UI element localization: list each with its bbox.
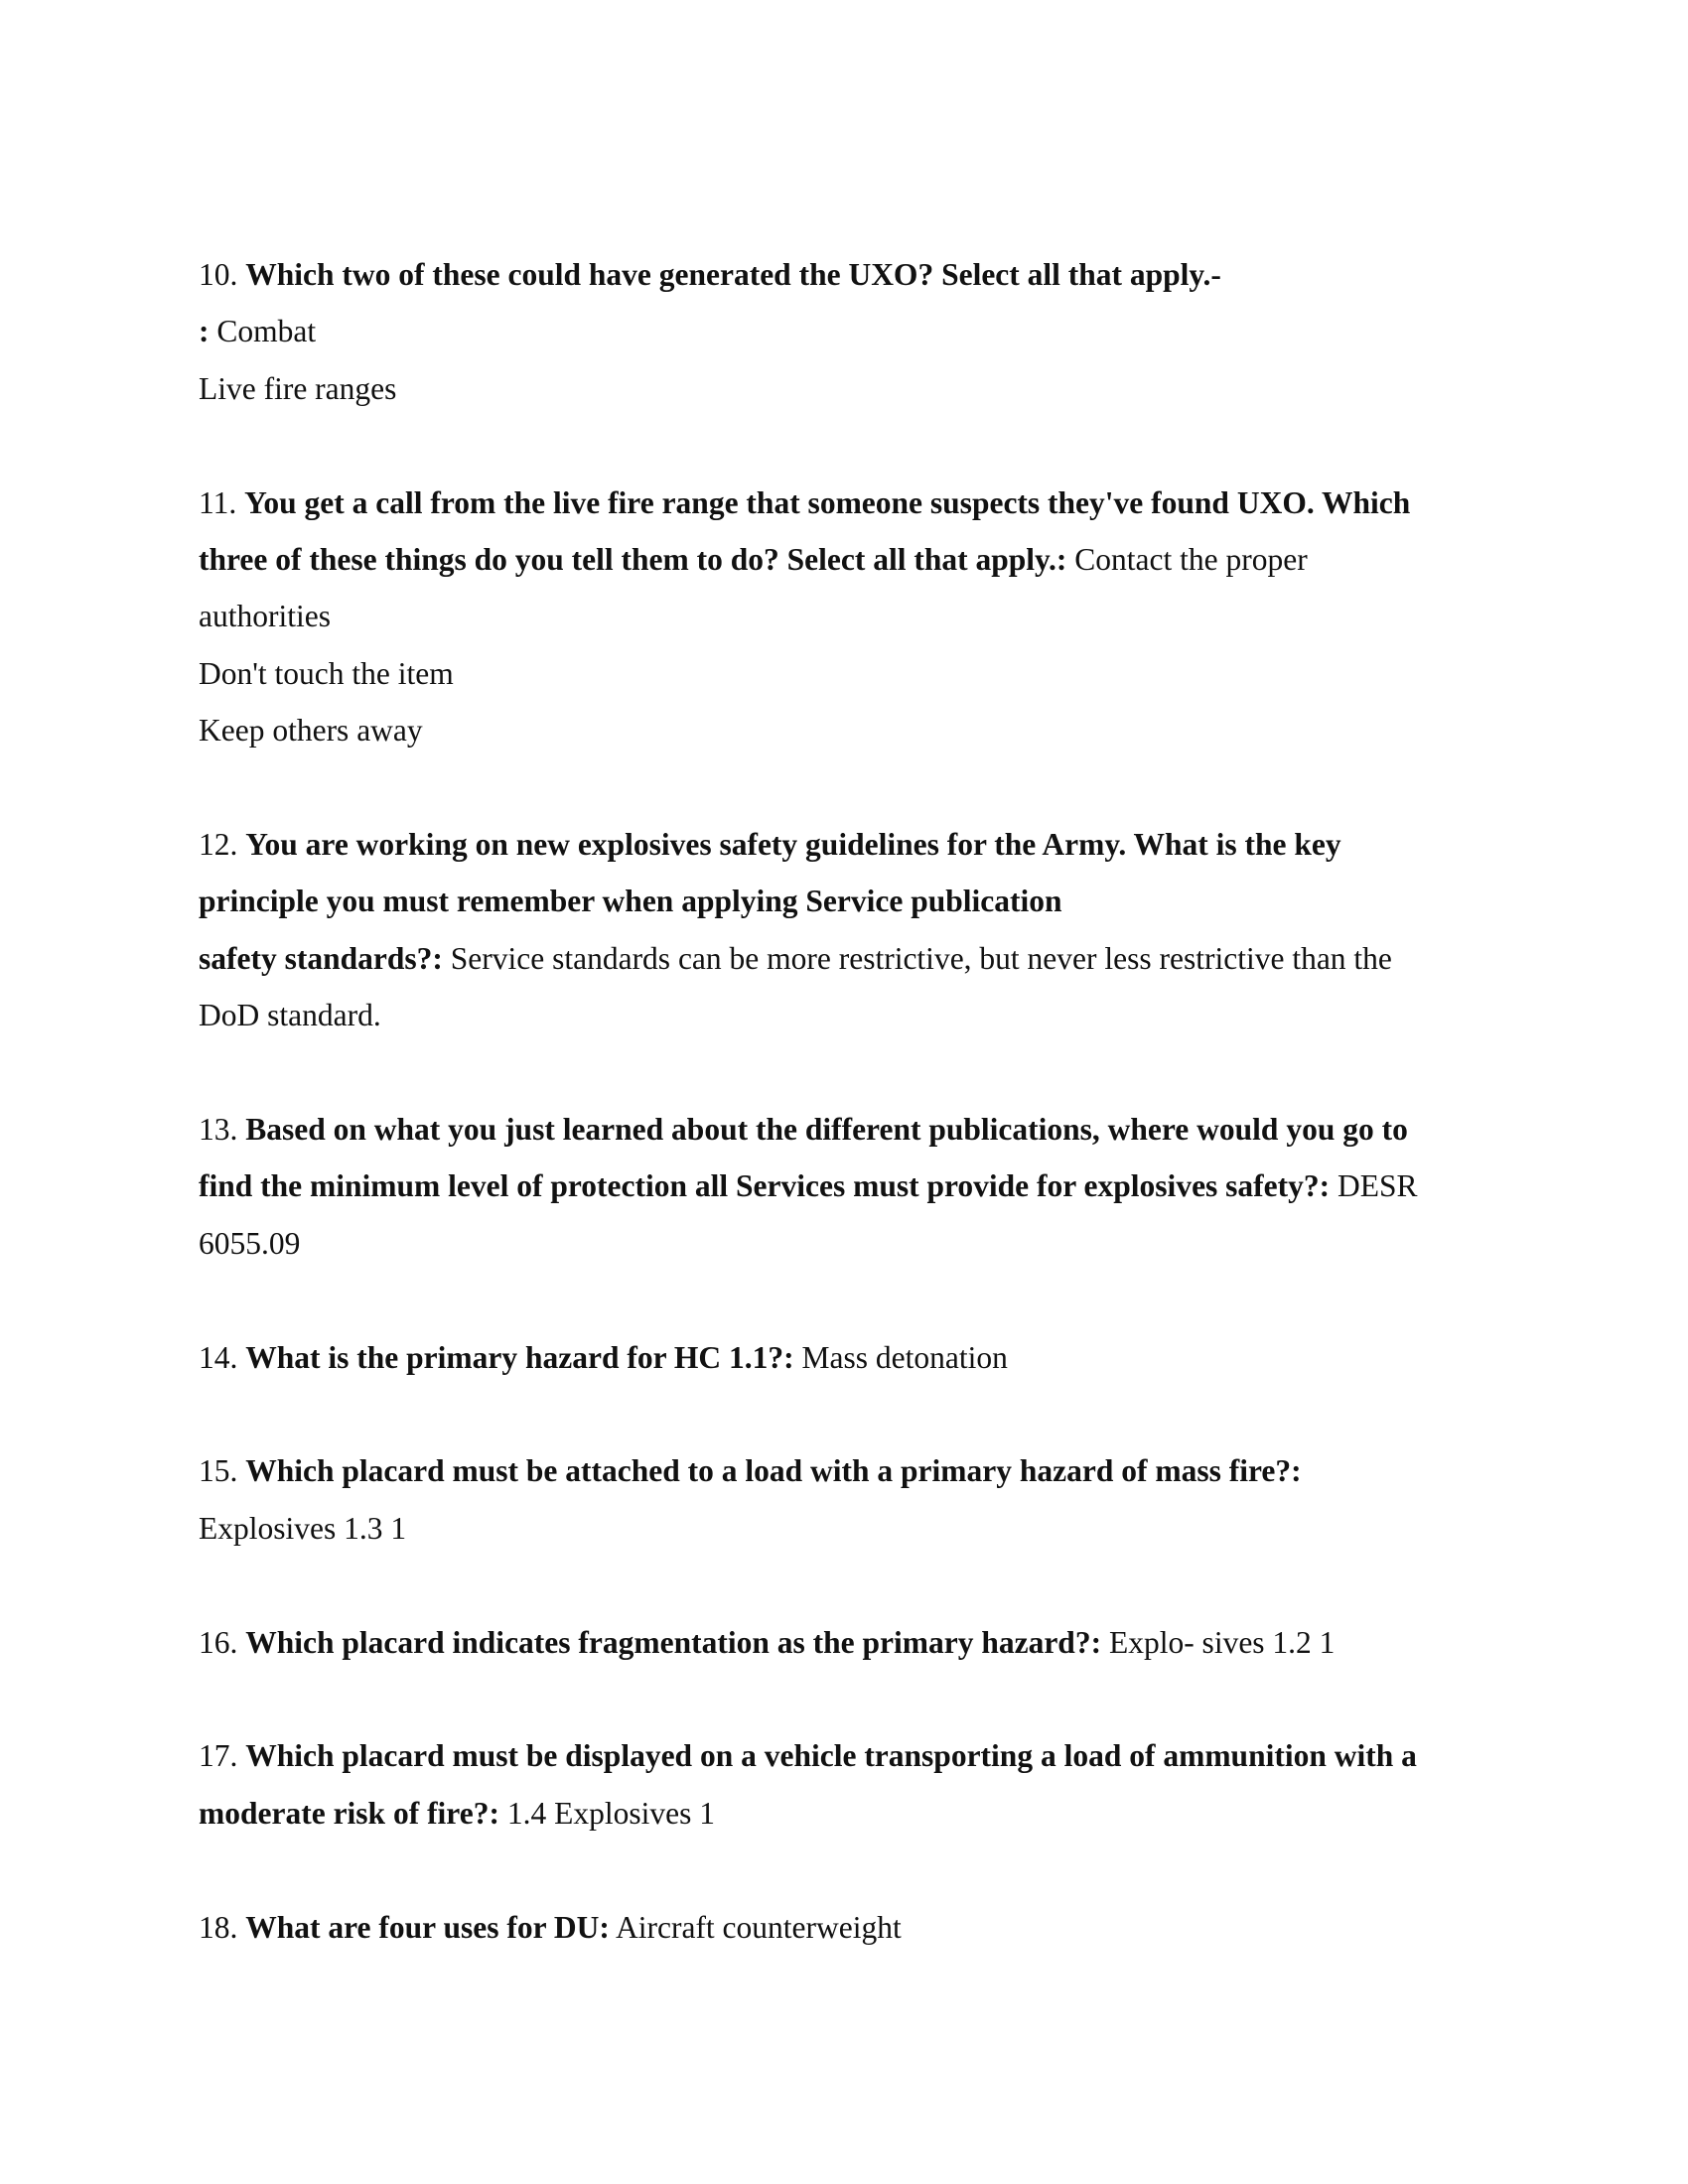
answer-text: Mass detonation bbox=[801, 1339, 1008, 1375]
qa-item-12 bbox=[199, 816, 1509, 1044]
question-text: You are working on new explosives safety guidelines for the Army. What is the key bbox=[245, 827, 1341, 863]
question-line bbox=[199, 246, 1509, 303]
question-line bbox=[199, 1442, 1509, 1499]
question-text: Which placard must be attached to a load with a primary hazard of mass fire?: bbox=[245, 1453, 1302, 1489]
question-line bbox=[199, 1727, 1509, 1784]
question-number: 14. bbox=[199, 1339, 238, 1375]
question-line bbox=[199, 1785, 1509, 1842]
question-line bbox=[199, 475, 1509, 531]
question-text: three of these things do you tell them to do? Select all that apply.: bbox=[199, 542, 1067, 578]
question-number: 13. bbox=[199, 1112, 238, 1148]
answer-text: Contact the proper bbox=[1074, 542, 1308, 578]
answer-text: 1.4 Explosives 1 bbox=[506, 1795, 715, 1831]
qa-item-17 bbox=[199, 1727, 1509, 1842]
answer-text: Aircraft counterweight bbox=[616, 1909, 902, 1945]
qa-item-18 bbox=[199, 1899, 1509, 1956]
question-number: 18. bbox=[199, 1909, 238, 1945]
question-line bbox=[199, 1329, 1509, 1386]
question-line bbox=[199, 1899, 1509, 1956]
question-number: 15. bbox=[199, 1453, 238, 1489]
answer-line bbox=[199, 303, 1509, 359]
question-text: Which two of these could have generated the UXO? Select all that apply.- bbox=[245, 257, 1221, 292]
answer-text: Explosives 1.3 1 bbox=[199, 1510, 407, 1546]
question-line bbox=[199, 816, 1509, 873]
question-text: What is the primary hazard for HC 1.1?: bbox=[245, 1339, 794, 1375]
question-number: 12. bbox=[199, 827, 238, 863]
question-text: safety standards?: bbox=[199, 940, 443, 976]
answer-text: Don't touch the item bbox=[199, 655, 454, 691]
question-line bbox=[199, 1614, 1509, 1671]
question-number: 11. bbox=[199, 484, 237, 520]
question-text: Which placard indicates fragmentation as the primary hazard?: bbox=[245, 1624, 1102, 1660]
answer-text: Combat bbox=[216, 314, 317, 349]
qa-item-13 bbox=[199, 1101, 1509, 1272]
answer-text: Explo- sives 1.2 1 bbox=[1108, 1624, 1336, 1660]
qa-item-11 bbox=[199, 475, 1509, 759]
question-line bbox=[199, 1101, 1509, 1158]
question-text: Based on what you just learned about the different publications, where would you go to bbox=[245, 1112, 1408, 1148]
question-number: 10. bbox=[199, 257, 238, 292]
answer-text: 6055.09 bbox=[199, 1225, 301, 1261]
question-number: 16. bbox=[199, 1624, 238, 1660]
answer-separator: : bbox=[199, 314, 210, 349]
question-line bbox=[199, 1158, 1509, 1214]
question-text: moderate risk of fire?: bbox=[199, 1795, 499, 1831]
question-text: You get a call from the live fire range that someone suspects they've found UXO. Which bbox=[244, 484, 1411, 520]
qa-item-16 bbox=[199, 1614, 1509, 1671]
answer-text: DESR bbox=[1337, 1168, 1418, 1204]
question-text: principle you must remember when applying Service publication bbox=[199, 884, 1062, 919]
document-page bbox=[199, 246, 1509, 2012]
answer-text: authorities bbox=[199, 599, 331, 634]
question-line bbox=[199, 531, 1509, 588]
answer-text: Keep others away bbox=[199, 713, 423, 749]
question-text: What are four uses for DU: bbox=[245, 1909, 610, 1945]
question-text: Which placard must be displayed on a vehicle transporting a load of ammunition with a bbox=[245, 1738, 1417, 1774]
qa-item-15 bbox=[199, 1442, 1509, 1557]
qa-item-10 bbox=[199, 246, 1509, 417]
question-text: find the minimum level of protection all Services must provide for explosives safety?: bbox=[199, 1168, 1331, 1204]
answer-text: DoD standard. bbox=[199, 998, 381, 1033]
answer-text: Service standards can be more restrictive, but never less restrictive than the bbox=[450, 940, 1392, 976]
answer-text: Live fire ranges bbox=[199, 370, 397, 406]
qa-item-14 bbox=[199, 1329, 1509, 1386]
question-line bbox=[199, 930, 1509, 987]
question-number: 17. bbox=[199, 1738, 238, 1774]
